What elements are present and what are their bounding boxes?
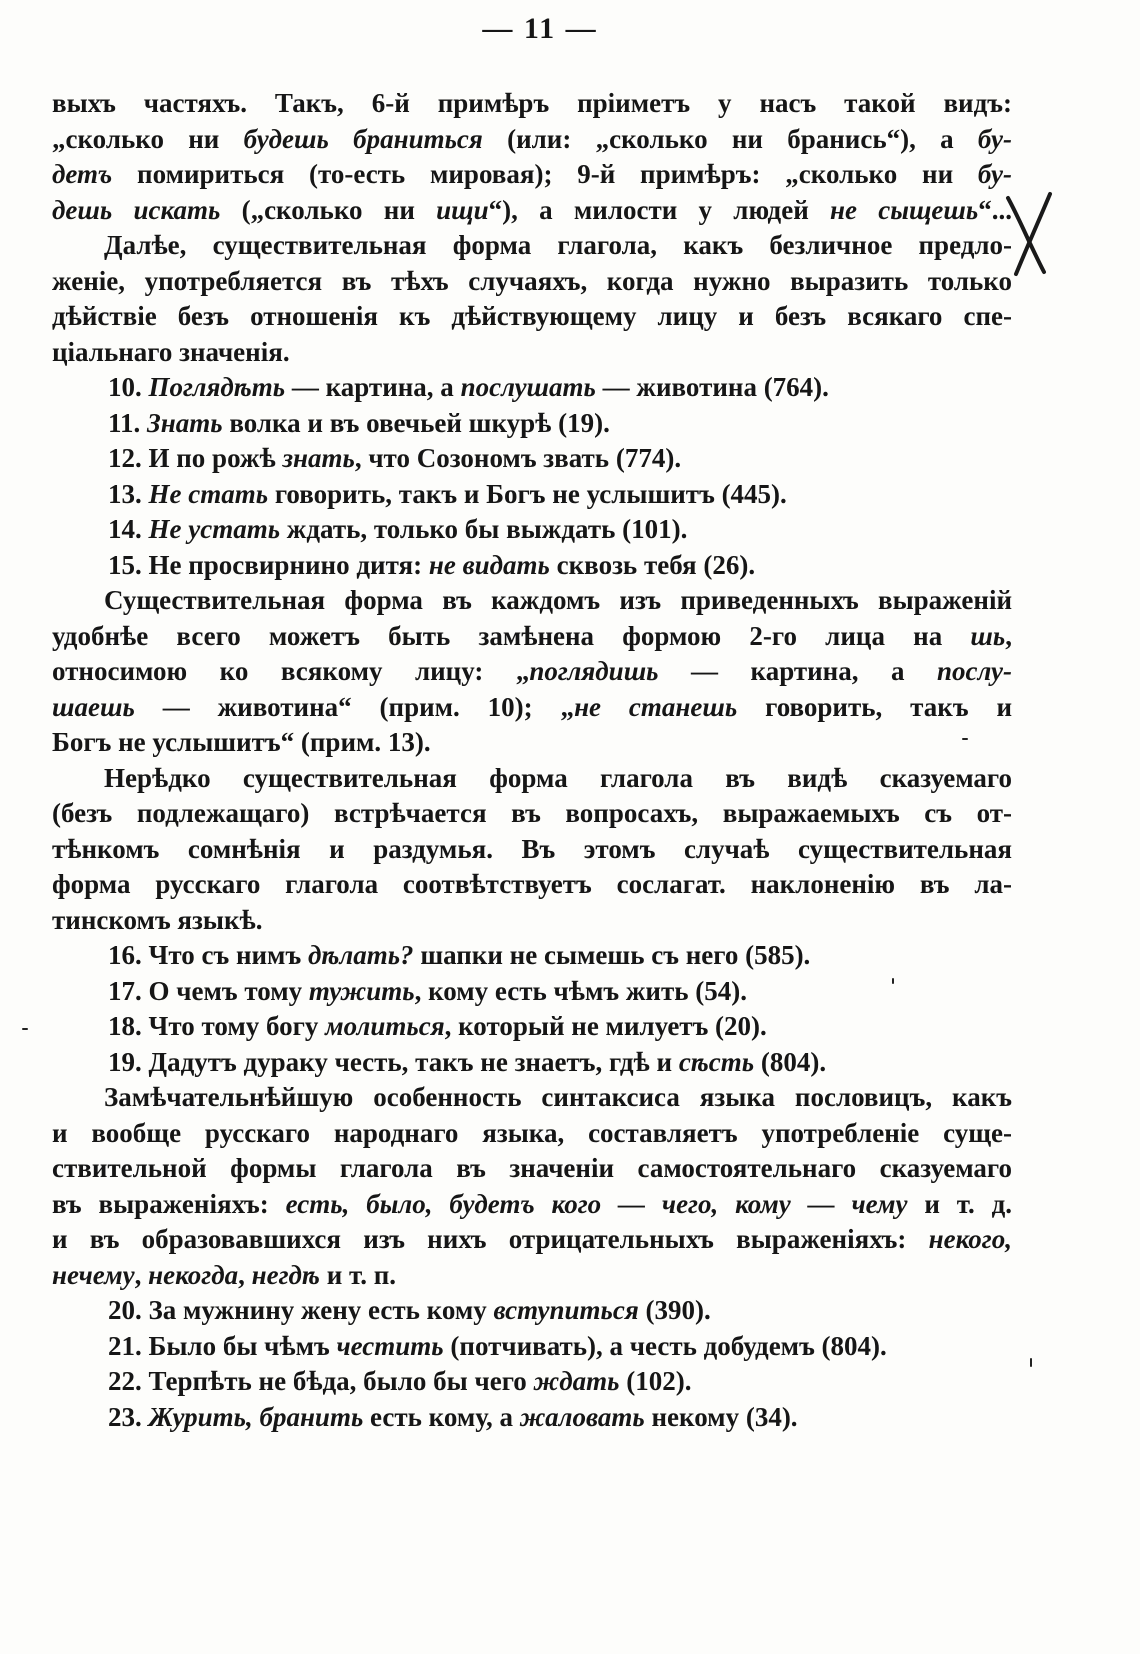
example-16: 16. Что съ нимъ дѣлать? шапки не сымешь съ него (585). bbox=[108, 940, 811, 970]
text-line: ціальнаго значенія. bbox=[52, 336, 290, 367]
scan-speck bbox=[962, 738, 968, 740]
text-line: тинскомъ языкѣ. bbox=[52, 904, 263, 935]
text-line: выхъ частяхъ. Такъ, 6-й примѣръ пріиметъ у насъ такой видъ: bbox=[52, 88, 1012, 118]
text-line: и вообще русскаго народнаго языка, составляетъ употребленіе суще- bbox=[52, 1117, 1012, 1148]
text-line: женіе, употребляется въ тѣхъ случаяхъ, когда нужно выразить только bbox=[52, 265, 1012, 296]
scan-speck bbox=[892, 978, 894, 984]
example-23: 23. Журить, бранить есть кому, а жаловать некому (34). bbox=[108, 1401, 798, 1432]
example-12: 12. И по рожѣ знать, что Созономъ звать (774). bbox=[108, 443, 682, 473]
text-line: нечему, некогда, негдѣ и т. п. bbox=[52, 1259, 397, 1290]
scan-speck bbox=[1030, 1358, 1032, 1367]
page-body bbox=[52, 86, 1012, 1435]
text-line: удобнѣе всего можетъ быть замѣнена формою 2-го лица на шь, bbox=[52, 620, 1012, 651]
example-10: 10. Поглядѣть — картина, а послушать — животина (764). bbox=[108, 372, 829, 402]
text-line: (безъ подлежащаго) встрѣчается въ вопросахъ, выражаемыхъ съ от- bbox=[52, 798, 1012, 828]
example-22: 22. Терпѣть не бѣда, было бы чего ждать (102). bbox=[108, 1366, 692, 1396]
example-20: 20. За мужнину жену есть кому вступиться (390). bbox=[108, 1295, 711, 1325]
example-15: 15. Не просвирнино дитя: не видать сквозь тебя (26). bbox=[108, 549, 756, 580]
example-21: 21. Было бы чѣмъ честить (потчивать), а честь добудемъ (804). bbox=[108, 1330, 887, 1361]
text-line: дешь искать („сколько ни ищи“), а милости у людей не сыщешь“... bbox=[52, 194, 1012, 225]
example-19: 19. Дадутъ дураку честь, такъ не знаетъ, гдѣ и сѣсть (804). bbox=[108, 1046, 827, 1077]
text-line: и въ образовавшихся изъ нихъ отрицательныхъ выраженіяхъ: некого, bbox=[52, 1224, 1012, 1254]
text-line: „сколько ни будешь браниться (или: „сколько ни бранись“), а бу- bbox=[52, 123, 1012, 154]
example-14: 14. Не устать ждать, только бы выждать (101). bbox=[108, 514, 688, 544]
example-11: 11. Знать волка и въ овечьей шкурѣ (19). bbox=[108, 407, 610, 438]
paragraph-start: Замѣчательнѣйшую особенность синтаксиса языка пословицъ, какъ bbox=[104, 1082, 1012, 1112]
paragraph-start: Существительная форма въ каждомъ изъ приведенныхъ выраженій bbox=[104, 585, 1012, 615]
page-number: — 11 — bbox=[482, 12, 598, 45]
paragraph-start: Далѣе, существительная форма глагола, какъ безличное предло- bbox=[104, 230, 1012, 260]
text-line: относимою ко всякому лицу: „поглядишь — картина, а послу- bbox=[52, 656, 1012, 686]
text-line: форма русскаго глагола соотвѣтствуетъ сослагат. наклоненію въ ла- bbox=[52, 869, 1012, 899]
example-18: 18. Что тому богу молиться, который не милуетъ (20). bbox=[108, 1011, 767, 1041]
handwritten-x-mark-icon bbox=[1000, 190, 1060, 280]
text-line: детъ помириться (то-есть мировая); 9-й примѣръ: „сколько ни бу- bbox=[52, 159, 1012, 189]
scan-speck bbox=[22, 1028, 28, 1030]
text-line: тѣнкомъ сомнѣнія и раздумья. Въ этомъ случаѣ существительная bbox=[52, 833, 1012, 864]
example-13: 13. Не стать говорить, такъ и Богъ не услышитъ (445). bbox=[108, 478, 787, 509]
text-line: дѣйствіе безъ отношенія къ дѣйствующему лицу и безъ всякаго спе- bbox=[52, 301, 1012, 331]
text-line: Богъ не услышитъ“ (прим. 13). bbox=[52, 727, 431, 757]
example-17: 17. О чемъ тому тужить, кому есть чѣмъ жить (54). bbox=[108, 975, 747, 1006]
paragraph-start: Нерѣдко существительная форма глагола въ видѣ сказуемаго bbox=[104, 762, 1012, 793]
text-line: ствительной формы глагола въ значеніи самостоятельнаго сказуемаго bbox=[52, 1153, 1012, 1183]
text-line: въ выраженіяхъ: есть, было, будетъ кого — чего, кому — чему и т. д. bbox=[52, 1188, 1013, 1219]
text-line: шаешь — животина“ (прим. 10); „не станешь говорить, такъ и bbox=[52, 691, 1013, 722]
